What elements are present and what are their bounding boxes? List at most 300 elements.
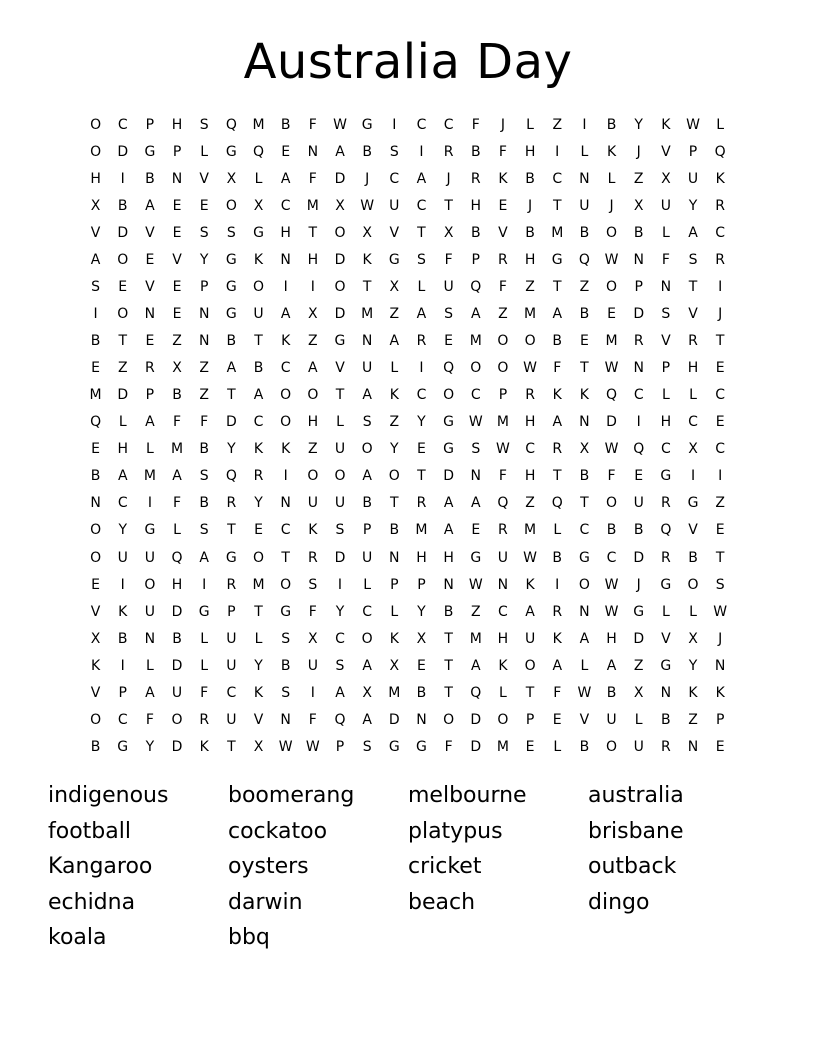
grid-letter: Q: [334, 711, 346, 728]
grid-letter: X: [253, 738, 264, 755]
grid-letter: N: [497, 576, 509, 593]
grid-letter: H: [307, 252, 319, 269]
grid-letter: P: [390, 576, 399, 593]
grid-letter: M: [415, 522, 428, 539]
grid-letter: M: [388, 684, 401, 701]
grid-letter: B: [579, 306, 590, 323]
grid-letter: I: [419, 144, 424, 161]
grid-letter: G: [388, 252, 400, 269]
grid-letter: B: [117, 198, 128, 215]
grid-letter: O: [90, 549, 102, 566]
grid-letter: A: [470, 657, 481, 674]
grid-letter: H: [470, 198, 482, 215]
word-list-item: indigenous: [48, 783, 169, 808]
grid-letter: B: [172, 387, 182, 404]
grid-letter: E: [715, 414, 725, 431]
grid-letter: N: [144, 306, 156, 323]
grid-letter: R: [715, 252, 726, 269]
grid-letter: L: [716, 117, 725, 133]
grid-letter: I: [555, 576, 560, 593]
letter-grid: [82, 112, 734, 761]
grid-letter: I: [310, 684, 315, 701]
grid-letter: O: [144, 576, 156, 593]
grid-letter: Q: [470, 684, 482, 701]
grid-letter: C: [498, 603, 508, 620]
grid-letter: E: [199, 198, 209, 215]
grid-letter: M: [496, 414, 509, 431]
grid-letter: T: [688, 279, 698, 296]
grid-letter: Y: [417, 414, 426, 431]
grid-letter: D: [171, 603, 183, 620]
grid-letter: B: [579, 468, 590, 485]
grid-letter: I: [120, 171, 125, 188]
grid-letter: L: [254, 171, 263, 188]
grid-letter: B: [443, 603, 454, 620]
grid-letter: S: [417, 252, 426, 269]
grid-letter: G: [687, 495, 699, 512]
grid-letter: B: [145, 171, 155, 188]
grid-letter: I: [419, 360, 424, 377]
grid-letter: R: [307, 549, 318, 566]
grid-letter: Q: [633, 441, 645, 458]
grid-letter: U: [633, 495, 644, 512]
word-list-item: echidna: [48, 889, 136, 915]
grid-letter: C: [416, 387, 427, 404]
grid-letter: O: [388, 468, 400, 485]
grid-letter: D: [470, 711, 482, 728]
grid-letter: T: [580, 495, 589, 512]
grid-letter: K: [552, 630, 562, 647]
grid-letter: N: [389, 549, 400, 566]
grid-letter: R: [416, 495, 427, 512]
grid-letter: U: [307, 495, 318, 512]
grid-letter: G: [225, 144, 237, 161]
grid-letter: B: [633, 522, 644, 539]
grid-letter: D: [117, 387, 129, 404]
grid-letter: L: [173, 522, 181, 539]
grid-letter: X: [226, 171, 237, 188]
grid-letter: W: [523, 549, 537, 566]
grid-letter: Z: [525, 495, 535, 512]
grid-letter: R: [660, 549, 671, 566]
grid-letter: G: [280, 603, 292, 620]
grid-letter: L: [145, 441, 154, 458]
grid-letter: X: [362, 684, 372, 701]
grid-letter: B: [552, 333, 563, 350]
grid-letter: L: [580, 144, 589, 161]
grid-letter: I: [147, 495, 152, 512]
grid-letter: Y: [199, 252, 209, 269]
grid-letter: E: [471, 522, 481, 539]
grid-letter: E: [552, 711, 562, 728]
grid-letter: R: [199, 711, 210, 728]
grid-letter: J: [636, 144, 641, 161]
grid-letter: O: [280, 414, 292, 431]
grid-letter: D: [334, 549, 346, 566]
grid-letter: Z: [688, 711, 698, 728]
grid-letter: L: [634, 711, 643, 728]
grid-letter: C: [362, 603, 373, 620]
grid-letter: W: [496, 441, 510, 458]
grid-letter: C: [117, 495, 128, 512]
grid-letter: H: [524, 252, 536, 269]
grid-letter: N: [579, 603, 590, 620]
grid-letter: T: [308, 225, 318, 242]
grid-letter: X: [90, 630, 101, 647]
grid-letter: Y: [254, 495, 263, 512]
grid-letter: B: [606, 522, 617, 539]
grid-letter: Z: [172, 333, 182, 350]
grid-letter: F: [607, 468, 616, 485]
grid-letter: I: [93, 306, 98, 323]
grid-letter: J: [365, 171, 370, 188]
grid-letter: W: [468, 414, 483, 431]
grid-letter: K: [606, 144, 617, 161]
grid-letter: B: [90, 333, 101, 350]
grid-letter: C: [335, 630, 345, 647]
grid-letter: H: [117, 441, 128, 458]
grid-letter: G: [388, 738, 400, 755]
grid-letter: U: [660, 198, 671, 215]
grid-letter: K: [253, 684, 264, 701]
grid-letter: Q: [171, 549, 183, 566]
grid-letter: I: [283, 468, 288, 485]
grid-letter: Z: [715, 495, 725, 512]
grid-letter: R: [416, 333, 427, 350]
grid-letter: V: [90, 603, 101, 620]
grid-letter: O: [117, 252, 129, 269]
grid-letter: X: [416, 630, 427, 647]
grid-letter: Z: [117, 360, 128, 377]
grid-letter: W: [604, 576, 619, 593]
grid-letter: N: [171, 171, 183, 188]
grid-letter: G: [416, 738, 427, 755]
grid-letter: K: [525, 576, 535, 593]
grid-letter: U: [144, 549, 156, 566]
grid-letter: U: [171, 684, 183, 701]
grid-letter: X: [633, 684, 644, 701]
grid-letter: L: [607, 171, 616, 188]
grid-letter: X: [335, 198, 345, 215]
grid-letter: V: [389, 225, 400, 242]
grid-letter: T: [580, 360, 589, 377]
word-list-item: brisbane: [588, 818, 684, 844]
grid-letter: O: [497, 360, 509, 377]
grid-letter: T: [715, 333, 725, 350]
grid-letter: A: [308, 360, 318, 377]
grid-letter: B: [470, 225, 481, 242]
grid-letter: W: [523, 360, 537, 377]
grid-letter: Q: [660, 522, 672, 539]
grid-letter: V: [661, 630, 671, 647]
grid-letter: Q: [253, 144, 265, 161]
grid-letter: K: [498, 657, 508, 674]
grid-letter: Z: [308, 441, 318, 458]
grid-letter: M: [524, 522, 537, 539]
grid-letter: W: [360, 198, 375, 215]
grid-letter: C: [416, 117, 427, 133]
grid-letter: C: [280, 360, 291, 377]
grid-letter: C: [389, 171, 400, 188]
grid-letter: V: [145, 279, 155, 296]
grid-letter: R: [145, 360, 155, 377]
grid-letter: G: [578, 549, 590, 566]
grid-letter: U: [497, 549, 509, 566]
grid-letter: A: [688, 225, 698, 242]
grid-letter: M: [89, 387, 102, 404]
grid-letter: X: [688, 630, 698, 647]
grid-letter: M: [306, 198, 319, 215]
grid-letter: C: [660, 441, 671, 458]
grid-letter: A: [362, 468, 372, 485]
grid-letter: G: [225, 549, 237, 566]
grid-letter: O: [578, 576, 590, 593]
grid-letter: O: [280, 576, 292, 593]
grid-letter: O: [606, 495, 618, 512]
grid-letter: O: [470, 360, 482, 377]
grid-letter: R: [688, 333, 698, 350]
grid-letter: T: [552, 198, 562, 215]
grid-letter: S: [226, 225, 236, 242]
grid-letter: Z: [552, 117, 563, 133]
grid-letter: Q: [714, 144, 726, 161]
grid-letter: J: [500, 117, 505, 133]
grid-letter: V: [172, 252, 182, 269]
grid-letter: C: [117, 711, 128, 728]
grid-letter: W: [577, 684, 592, 701]
grid-letter: O: [361, 441, 373, 458]
grid-letter: O: [253, 279, 265, 296]
grid-letter: H: [497, 630, 509, 647]
word-list-item: bbq: [228, 925, 270, 950]
grid-letter: S: [281, 684, 291, 701]
grid-letter: I: [582, 117, 587, 133]
word-list-item: beach: [408, 889, 476, 915]
grid-letter: A: [226, 360, 237, 377]
grid-letter: X: [633, 198, 644, 215]
grid-letter: H: [524, 144, 536, 161]
grid-letter: C: [416, 198, 427, 215]
grid-letter: P: [362, 522, 372, 539]
grid-letter: T: [227, 387, 236, 404]
grid-letter: N: [633, 252, 644, 269]
grid-letter: D: [443, 468, 454, 485]
grid-letter: S: [661, 306, 671, 323]
grid-letter: U: [524, 630, 536, 647]
grid-letter: G: [470, 549, 482, 566]
grid-letter: P: [525, 711, 535, 728]
grid-letter: M: [143, 468, 156, 485]
grid-letter: P: [661, 360, 671, 377]
grid-letter: E: [579, 333, 589, 350]
grid-letter: G: [144, 522, 156, 539]
grid-letter: B: [362, 144, 372, 161]
grid-letter: D: [606, 414, 617, 431]
grid-letter: F: [553, 684, 562, 701]
grid-letter: U: [579, 198, 590, 215]
grid-letter: B: [117, 630, 128, 647]
grid-letter: T: [227, 738, 236, 755]
grid-letter: F: [498, 279, 507, 296]
grid-letter: R: [552, 441, 563, 458]
grid-letter: E: [715, 738, 725, 755]
grid-letter: A: [443, 522, 454, 539]
grid-letter: O: [687, 576, 699, 593]
grid-letter: C: [443, 117, 454, 133]
grid-letter: K: [715, 684, 725, 701]
grid-letter: L: [200, 657, 209, 674]
grid-letter: W: [468, 576, 483, 593]
grid-letter: C: [117, 117, 128, 133]
grid-letter: B: [606, 117, 617, 133]
grid-letter: I: [337, 576, 343, 593]
grid-letter: K: [308, 522, 318, 539]
grid-letter: V: [90, 684, 101, 701]
grid-letter: N: [660, 684, 672, 701]
grid-letter: N: [307, 144, 319, 161]
grid-letter: F: [200, 414, 209, 431]
grid-letter: Y: [417, 603, 426, 620]
grid-letter: X: [443, 225, 454, 242]
word-list-item: Kangaroo: [48, 854, 153, 879]
grid-letter: B: [172, 630, 182, 647]
grid-letter: P: [688, 144, 698, 161]
grid-letter: K: [118, 603, 128, 620]
grid-letter: N: [361, 333, 373, 350]
grid-letter: M: [605, 333, 618, 350]
grid-letter: B: [362, 495, 372, 512]
grid-letter: L: [499, 684, 507, 701]
grid-letter: B: [579, 738, 590, 755]
grid-letter: T: [444, 657, 453, 674]
grid-letter: F: [308, 171, 317, 188]
grid-letter: T: [335, 387, 345, 404]
grid-letter: V: [688, 306, 698, 323]
grid-letter: G: [225, 252, 237, 269]
grid-letter: D: [388, 711, 400, 728]
grid-letter: A: [416, 306, 427, 323]
grid-letter: R: [715, 198, 726, 215]
grid-letter: E: [91, 360, 100, 377]
grid-letter: C: [715, 225, 726, 242]
grid-letter: W: [604, 252, 619, 269]
grid-letter: S: [335, 657, 345, 674]
grid-letter: Y: [118, 522, 128, 539]
grid-letter: L: [390, 360, 399, 377]
grid-letter: W: [604, 603, 619, 620]
grid-letter: C: [579, 522, 590, 539]
grid-letter: A: [145, 414, 155, 431]
grid-letter: F: [498, 144, 507, 161]
grid-letter: R: [226, 495, 237, 512]
grid-letter: P: [634, 279, 643, 296]
grid-letter: K: [253, 441, 264, 458]
grid-letter: Y: [335, 603, 345, 620]
grid-letter: P: [118, 684, 127, 701]
grid-letter: B: [579, 225, 590, 242]
grid-letter: E: [498, 198, 508, 215]
grid-letter: A: [552, 657, 563, 674]
grid-letter: F: [200, 684, 209, 701]
grid-letter: T: [390, 495, 399, 512]
grid-letter: E: [417, 657, 426, 674]
grid-letter: E: [715, 522, 725, 539]
grid-letter: P: [227, 603, 236, 620]
grid-letter: F: [173, 495, 182, 512]
grid-letter: C: [280, 198, 291, 215]
grid-letter: A: [280, 171, 291, 188]
grid-letter: Q: [551, 495, 563, 512]
grid-letter: B: [253, 360, 264, 377]
grid-letter: B: [90, 468, 101, 485]
grid-letter: R: [498, 522, 508, 539]
grid-letter: P: [417, 576, 426, 593]
grid-letter: A: [362, 657, 372, 674]
grid-letter: E: [607, 306, 616, 323]
grid-letter: D: [334, 171, 346, 188]
grid-letter: A: [525, 603, 535, 620]
grid-letter: E: [444, 333, 454, 350]
grid-letter: Z: [633, 657, 644, 674]
grid-letter: V: [661, 144, 671, 161]
grid-letter: Q: [90, 414, 102, 431]
grid-letter: K: [253, 252, 264, 269]
grid-letter: H: [524, 414, 536, 431]
word-list-item: football: [48, 818, 131, 844]
grid-letter: S: [362, 414, 372, 431]
grid-letter: E: [172, 306, 182, 323]
grid-letter: Y: [145, 738, 155, 755]
grid-letter: I: [120, 657, 125, 674]
grid-letter: B: [280, 657, 291, 674]
grid-letter: U: [226, 711, 237, 728]
grid-letter: U: [144, 603, 156, 620]
grid-letter: N: [714, 657, 726, 674]
grid-letter: D: [470, 738, 482, 755]
grid-letter: H: [280, 225, 291, 242]
grid-letter: G: [443, 414, 455, 431]
grid-letter: I: [718, 279, 723, 296]
grid-letter: F: [145, 711, 154, 728]
grid-letter: Z: [199, 360, 209, 377]
grid-letter: Y: [227, 441, 236, 458]
grid-letter: O: [443, 387, 455, 404]
grid-letter: D: [334, 306, 346, 323]
grid-letter: L: [553, 738, 562, 755]
grid-letter: B: [552, 549, 563, 566]
grid-letter: K: [90, 657, 101, 674]
grid-letter: I: [283, 279, 288, 296]
grid-letter: G: [361, 117, 373, 133]
grid-letter: B: [661, 711, 671, 728]
grid-letter: O: [361, 630, 373, 647]
grid-letter: K: [389, 387, 399, 404]
grid-letter: U: [226, 657, 237, 674]
grid-letter: U: [226, 630, 237, 647]
grid-letter: O: [497, 711, 509, 728]
grid-letter: L: [336, 414, 344, 431]
grid-letter: A: [145, 198, 155, 215]
grid-letter: N: [660, 279, 672, 296]
grid-letter: Y: [254, 657, 263, 674]
word-list-item: oysters: [228, 854, 309, 879]
word-list-item: outback: [588, 854, 677, 879]
grid-letter: V: [335, 360, 345, 377]
grid-letter: S: [444, 306, 454, 323]
grid-letter: U: [334, 495, 346, 512]
grid-letter: M: [252, 576, 265, 593]
grid-letter: S: [471, 441, 481, 458]
